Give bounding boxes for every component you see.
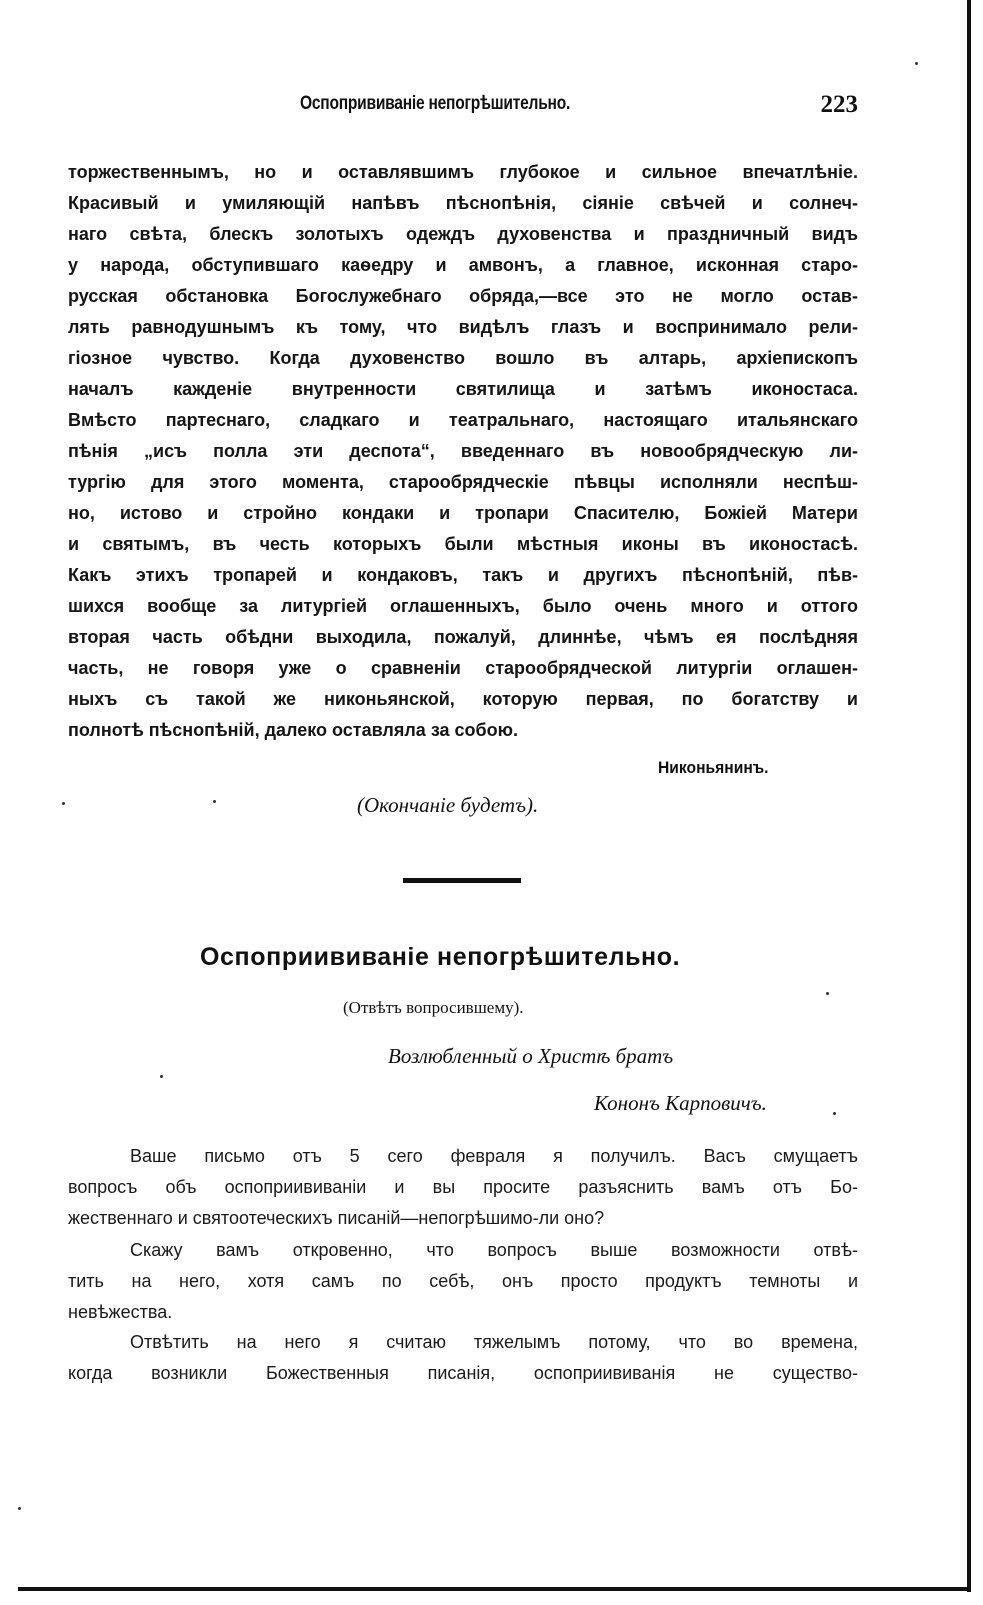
scan-speck [213, 800, 216, 803]
page-number: 223 [820, 91, 858, 118]
text-line: ныхъ съ такой же никоньянской, которую первая, по богатству и [68, 689, 858, 709]
text-line: но, истово и стройно кондаки и тропари Спасителю, Божіей Матери [68, 503, 858, 523]
text-line: Вмѣсто партеснаго, сладкаго и театральнаго, настоящаго итальянскаго [68, 410, 858, 430]
running-title: Оспопрививаніе непогрѣшительно. [300, 93, 571, 114]
text-line: торжественнымъ, но и оставлявшимъ глубокое и сильное впечатлѣніе. [68, 162, 858, 182]
scan-speck [826, 992, 829, 995]
scan-speck [160, 1075, 163, 1078]
scan-speck [18, 1507, 21, 1510]
text-line: полнотѣ пѣснопѣній, далеко оставляла за собою. [68, 720, 519, 740]
text-line: Ваше письмо отъ 5 сего февраля я получилъ. Васъ смущаетъ [130, 1146, 858, 1166]
text-line: у народа, обступившаго каѳедру и амвонъ, а главное, исконная старо- [68, 255, 858, 275]
salutation-line-2: Кононъ Карповичъ. [594, 1091, 767, 1115]
text-line: Красивый и умиляющій напѣвъ пѣснопѣнія, сіяніе свѣчей и солнеч- [68, 193, 858, 213]
text-line: наго свѣта, блескъ золотыхъ одеждъ духовенства и праздничный видъ [68, 224, 858, 244]
text-line: вторая часть обѣдни выходила, пожалуй, длиннѣе, чѣмъ ея послѣдняя [68, 627, 858, 647]
text-line: жественнаго и святоотеческихъ писаній—непогрѣшимо-ли оно? [68, 1208, 605, 1228]
text-line: и святымъ, въ честь которыхъ были мѣстныя иконы въ иконостасѣ. [68, 534, 858, 554]
page-header [68, 93, 858, 123]
page-border-right [967, 0, 971, 1592]
text-line: шихся вообще за литургіей оглашенныхъ, было очень много и оттого [68, 596, 858, 616]
text-line: Отвѣтить на него я считаю тяжелымъ потому, что во времена, [130, 1332, 858, 1352]
scan-speck [62, 802, 65, 805]
text-line: началъ кажденіе внутренности святилища и затѣмъ иконостаса. [68, 379, 858, 399]
paragraph-continuation [68, 157, 858, 746]
text-line: часть, не говоря уже о сравненіи старообрядческой литургіи оглашен- [68, 658, 858, 678]
paragraph [68, 1141, 858, 1234]
text-line: лять равнодушнымъ къ тому, что видѣлъ глазъ и воспринимало рели- [68, 317, 858, 337]
continuation-note: (Окончаніе будетъ). [357, 793, 539, 817]
scan-speck [915, 62, 918, 65]
scan-speck [833, 1112, 836, 1115]
page-border-bottom [18, 1587, 971, 1591]
article-title: Оспоприививаніе непогрѣшительно. [200, 943, 681, 971]
text-line: пѣнія „исъ полла эти деспота“, введеннаго въ новообрядческую ли- [68, 441, 858, 461]
text-line: Какъ этихъ тропарей и кондаковъ, такъ и другихъ пѣснопѣній, пѣв- [68, 565, 858, 585]
paragraph [68, 1235, 858, 1328]
paragraph [68, 1327, 858, 1389]
salutation-line-1: Возлюбленный о Христѣ братъ [388, 1044, 674, 1068]
text-line: тургію для этого момента, старообрядческіе пѣвцы исполняли неспѣш- [68, 472, 858, 492]
text-line: Скажу вамъ откровенно, что вопросъ выше возможности отвѣ- [130, 1240, 858, 1260]
article-subtitle: (Отвѣтъ вопросившему). [343, 998, 524, 1017]
text-line: тить на него, хотя самъ по себѣ, онъ просто продуктъ темноты и [68, 1271, 858, 1291]
text-line: русская обстановка Богослужебнаго обряда,—все это не могло остав- [68, 286, 858, 306]
text-line: невѣжества. [68, 1302, 173, 1322]
text-line: гіозное чувство. Когда духовенство вошло въ алтарь, архіепископъ [68, 348, 858, 368]
section-divider [403, 878, 521, 883]
author-signature: Никоньянинъ. [658, 758, 769, 777]
text-line: вопросъ объ оспоприививаніи и вы просите разъяснить вамъ отъ Бо- [68, 1177, 858, 1197]
text-line: когда возникли Божественныя писанія, оспоприививанія не существо- [68, 1363, 858, 1383]
